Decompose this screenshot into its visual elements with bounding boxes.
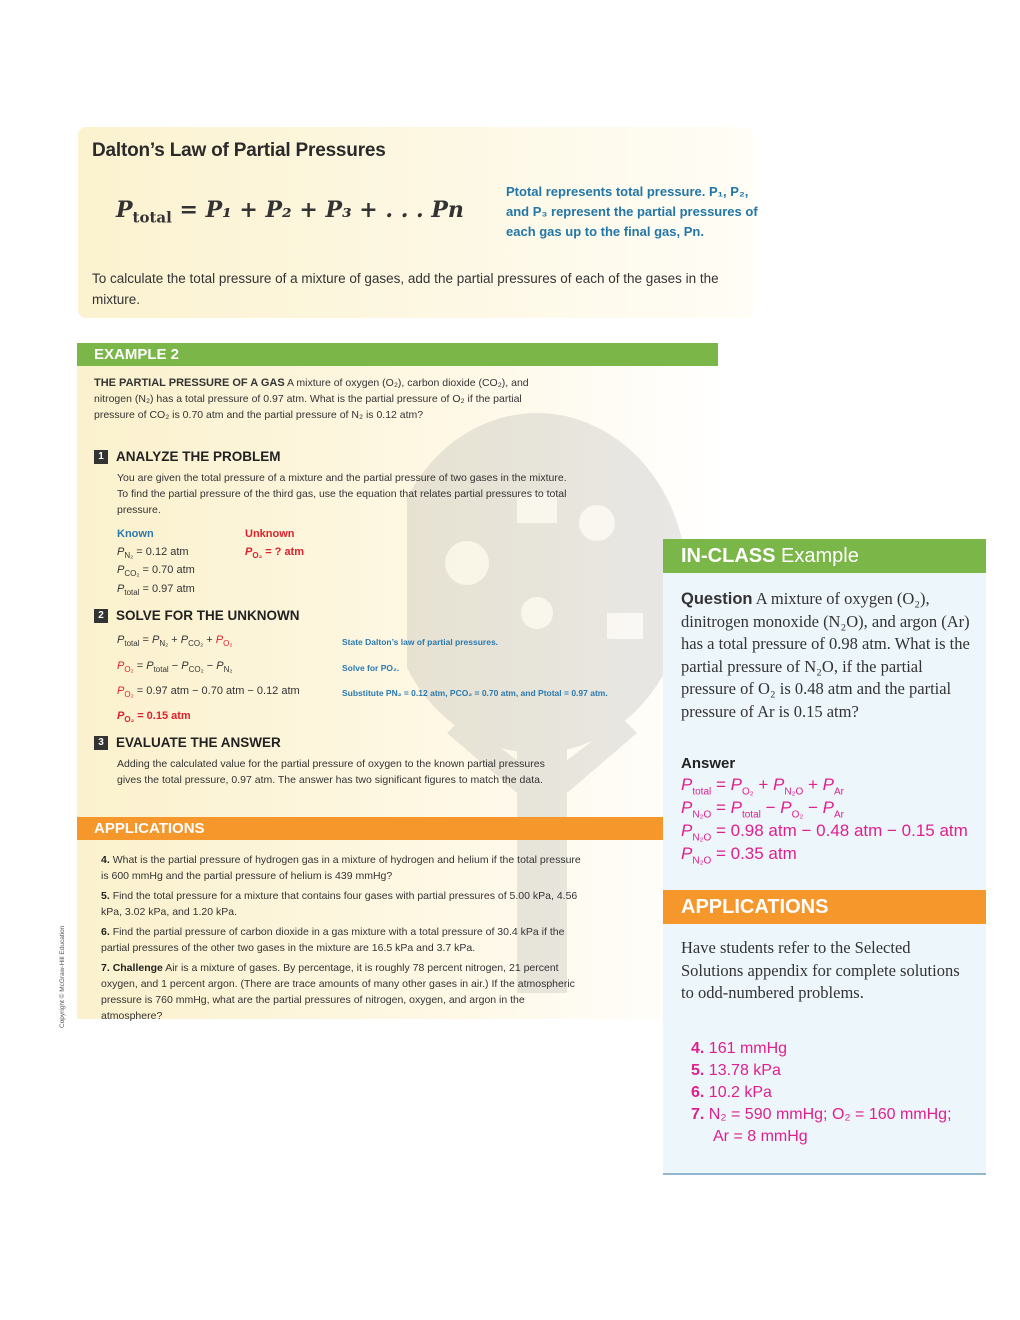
solve-note-1: State Dalton’s law of partial pressures. [342, 637, 499, 647]
answer-line-2: $P_{N_2O} = P_{total} - P_{O_2} - P_{Ar}$ [681, 798, 844, 821]
example-intro [94, 375, 554, 423]
copyright-text [54, 908, 68, 1028]
law-box [78, 127, 758, 318]
section-number: 2 [94, 609, 108, 623]
unknown-label: Unknown [245, 528, 295, 540]
known-co2: $P_{CO_2} = 0.70$ atm [117, 564, 195, 579]
known-label: Known [117, 528, 154, 540]
solution-7-cont: Ar = 8 mmHg [713, 1128, 808, 1145]
unknown-o2: $P_{O_2}$ = ? atm [245, 546, 305, 561]
example-header: EXAMPLE 2 [77, 343, 718, 366]
section-title: ANALYZE THE PROBLEM [116, 449, 281, 464]
section-number: 1 [94, 450, 108, 464]
example-intro-text: A mixture of oxygen (O₂), carbon dioxide (CO₂), and nitrogen (N₂) has a total pressure of 0.97 atm. What is the partial pressure of O₂ if the partial pressure of CO₂ is 0.70 atm and the partial pressure of N₂ is 0.12 atm? [94, 377, 529, 421]
problem-6: 6. Find the partial pressure of carbon dioxide in a gas mixture with a total pressure of 30.4 kPa if the partial pressures of the other two gases in the mixture are 16.5 kPa and 3.7 kPa. [101, 926, 565, 954]
solve-note-3: Substitute PN₂ = 0.12 atm, PCO₂ = 0.70 atm, and Ptotal = 0.97 atm. [342, 688, 608, 698]
section-evaluate-heading [94, 735, 281, 750]
example-panel [77, 343, 718, 1022]
known-total: $P_{total} = 0.97$ atm [117, 583, 195, 598]
section-evaluate-text: Adding the calculated value for the partial pressure of oxygen to the known partial pressures gives the total pressure, 0.97 atm. The answer has two significant figures to match the data. [117, 758, 545, 786]
answer-label: Answer [681, 755, 736, 772]
inclass-applications-text: Have students refer to the Selected Solutions appendix for complete solutions to odd-numbered problems. [681, 938, 960, 1002]
solve-step-1: $P_{total} = P_{N_2} + P_{CO_2} + P_{O_2}$ [117, 634, 233, 649]
solution-7: 7. N₂ = 590 mmHg; O₂ = 160 mmHg; [691, 1106, 952, 1123]
inclass-question: Question A mixture of oxygen (O₂), dinitrogen monoxide (N₂O), and argon (Ar) has a total pressure of 0.98 atm. What is the partial pressure of N₂O, if the partial pressure of O₂ is 0.48 atm and the partial pressure of Ar is 0.15 atm? [681, 589, 970, 721]
inclass-header: IN-CLASS Example [663, 539, 986, 573]
section-number: 3 [94, 736, 108, 750]
solution-4: 4. 161 mmHg [691, 1040, 788, 1057]
law-equation: $P_{total} = P_1 + P_2 + P_3$ + . . . Pn [116, 197, 464, 227]
answer-line-4: $P_{N_2O} = 0.35$ atm [681, 844, 797, 867]
solve-step-3: $P_{O_2} = 0.97$ atm − 0.70 atm − 0.12 atm [117, 685, 300, 700]
answer-line-3: $P_{N_2O} = 0.98$ atm − 0.48 atm − 0.15 atm [681, 821, 968, 844]
solve-step-2: $P_{O_2} = P_{total} - P_{CO_2} - P_{N_2}$ [117, 660, 233, 675]
problem-7: 7. Challenge Air is a mixture of gases. By percentage, it is roughly 78 percent nitrogen, 21 percent oxygen, and 1 percent argon. (There are trace amounts of many other gases in air.) If the atmospheric pressure is 760 mmHg, what are the partial pressures of nitrogen, oxygen, and argon in the atmosphere? [101, 962, 575, 1022]
law-title: Dalton’s Law of Partial Pressures [92, 140, 386, 161]
solution-6: 6. 10.2 kPa [691, 1084, 772, 1101]
law-note: Ptotal represents total pressure. P₁, P₂, and P₃ represent the partial pressures of each gas up to the final gas, Pn. [506, 184, 758, 239]
inclass-applications-header: APPLICATIONS [663, 890, 986, 924]
example-intro-title: THE PARTIAL PRESSURE OF A GAS [94, 377, 285, 389]
solve-note-2: Solve for PO₂. [342, 663, 400, 673]
known-n2: $P_{N_2} = 0.12$ atm [117, 546, 189, 561]
svg-text:Copyright © McGraw-Hill Educat: Copyright © McGraw-Hill Education [59, 925, 66, 1028]
law-body: To calculate the total pressure of a mixture of gases, add the partial pressures of each of the gases in the mixture. [92, 271, 719, 307]
inclass-panel [663, 539, 986, 1175]
problem-4: 4. What is the partial pressure of hydrogen gas in a mixture of hydrogen and helium if the total pressure is 600 mmHg and the partial pressure of helium is 439 mmHg? [101, 854, 581, 882]
section-analyze-heading [94, 449, 281, 464]
applications-header: APPLICATIONS [77, 817, 718, 840]
section-title: EVALUATE THE ANSWER [116, 735, 281, 750]
section-solve-heading [94, 608, 300, 623]
problem-5: 5. Find the total pressure for a mixture that contains four gases with partial pressures of 5.00 kPa, 4.56 kPa, 3.02 kPa, and 1.20 kPa. [101, 890, 578, 918]
section-title: SOLVE FOR THE UNKNOWN [116, 608, 300, 623]
solve-result: $P_{O_2} = 0.15$ atm [117, 710, 191, 725]
section-analyze-text: You are given the total pressure of a mixture and the partial pressure of two gases in the mixture. To find the partial pressure of the third gas, use the equation that relates partial pressures to total pressure. [117, 472, 567, 516]
solution-5: 5. 13.78 kPa [691, 1062, 781, 1079]
answer-line-1: $P_{total} = P_{O_2} + P_{N_2O} + P_{Ar}$ [681, 775, 844, 798]
